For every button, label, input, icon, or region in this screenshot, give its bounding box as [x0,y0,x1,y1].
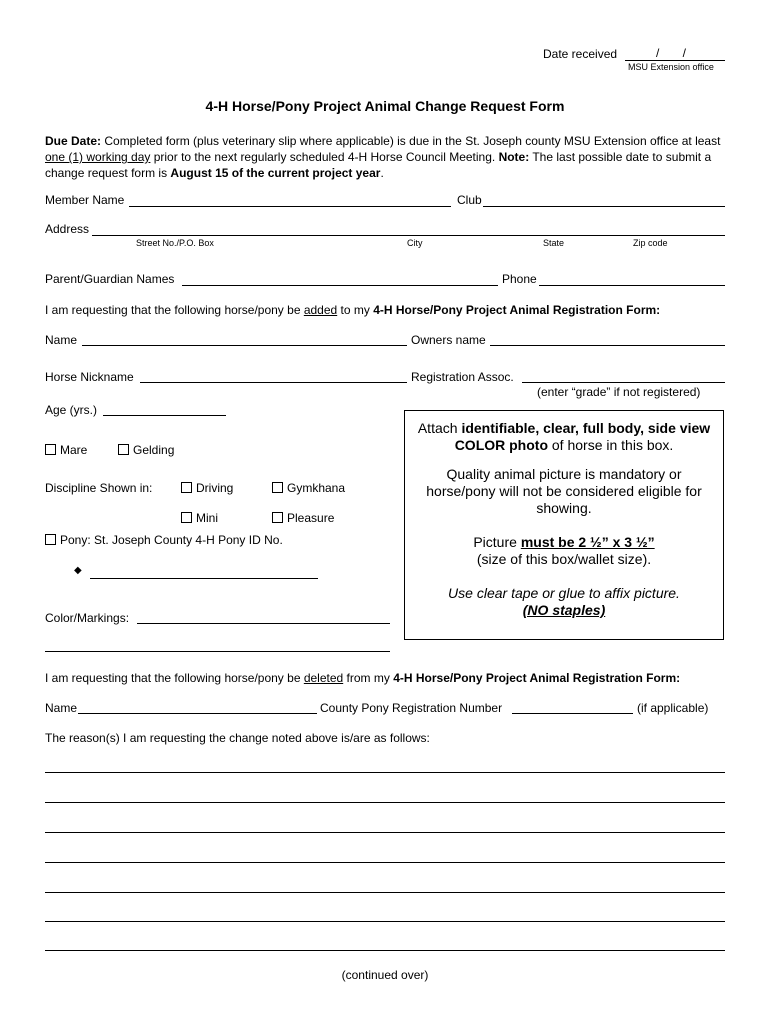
deadline-period: . [380,166,384,180]
deleted-intro-text-2: from my [343,671,394,685]
parent-guardian-label: Parent/Guardian Names [45,272,175,286]
reason-line-5[interactable] [45,892,725,893]
club-label: Club [457,193,482,207]
added-intro [45,303,660,317]
added-word: added [303,303,338,317]
mare-label: Mare [60,443,88,457]
picture-size-line [405,534,723,551]
due-date-label: Due Date: [45,134,102,148]
member-name-field[interactable] [129,206,451,207]
deleted-intro [45,671,680,685]
if-applicable-note: (if applicable) [637,701,709,715]
street-caption: Street No./P.O. Box [136,238,214,248]
pony-id-label: Pony: St. Joseph County 4-H Pony ID No. [60,533,283,547]
reason-line-4[interactable] [45,862,725,863]
registration-assoc-label: Registration Assoc. [411,370,514,384]
due-date-text: Completed form (plus veterinary slip where applicable) is due in the St. Joseph county MSU Extension office at least [101,134,721,148]
photo-instruction-1 [405,420,723,437]
county-pony-reg-field[interactable] [512,713,633,714]
pleasure-label: Pleasure [287,511,335,525]
color-markings-field[interactable] [137,623,390,624]
continued-note: (continued over) [341,968,429,982]
added-name-label: Name [45,333,78,347]
photo-attach-text: Attach [417,420,462,436]
reason-line-7[interactable] [45,950,725,951]
deleted-name-label: Name [45,701,78,715]
age-field[interactable] [103,415,226,416]
working-day-text: one (1) working day [45,150,151,164]
gymkhana-label: Gymkhana [287,481,346,495]
mini-label: Mini [196,511,219,525]
form-title: 4-H Horse/Pony Project Animal Change Request Form [205,98,565,114]
gelding-label: Gelding [133,443,175,457]
state-caption: State [543,238,565,248]
reason-line-6[interactable] [45,921,725,922]
member-name-label: Member Name [45,193,125,207]
color-photo-text: COLOR photo [454,437,548,453]
date-received-slashes: / / [656,46,687,60]
pleasure-checkbox[interactable] [272,512,283,523]
gelding-option[interactable] [118,443,174,457]
note-label: Note: [498,150,530,164]
photo-requirements: identifiable, clear, full body, side view [461,420,711,436]
pleasure-option[interactable] [272,511,334,525]
county-pony-reg-label: County Pony Registration Number [320,701,503,715]
photo-box-text: of horse in this box. [548,437,674,453]
diamond-bullet-icon: ◆ [74,565,82,576]
reason-line-2[interactable] [45,802,725,803]
horse-nickname-label: Horse Nickname [45,370,134,384]
pony-id-option[interactable] [45,533,283,547]
deleted-word: deleted [303,671,344,685]
picture-text: Picture [473,534,521,550]
reasons-label: The reason(s) I am requesting the change noted above is/are as follows: [45,731,430,745]
date-received-label: Date received [543,47,618,61]
deleted-name-field[interactable] [78,713,317,714]
age-label: Age (yrs.) [45,403,98,417]
phone-label: Phone [502,272,537,286]
deleted-intro-text: I am requesting that the following horse/pony be [45,671,304,685]
deleted-form-name: 4-H Horse/Pony Project Animal Registration Form: [393,671,681,685]
mare-checkbox[interactable] [45,444,56,455]
address-label: Address [45,222,90,236]
mare-option[interactable] [45,443,87,457]
added-intro-text: I am requesting that the following horse/pony be [45,303,304,317]
grade-note: (enter “grade” if not registered) [537,385,701,399]
owners-name-label: Owners name [411,333,486,347]
reason-line-3[interactable] [45,832,725,833]
city-caption: City [407,238,423,248]
photo-instruction-2 [405,437,723,454]
pony-checkbox[interactable] [45,534,56,545]
gymkhana-option[interactable] [272,481,345,495]
deadline-text: August 15 of the current project year [170,166,381,180]
color-markings-label: Color/Markings: [45,611,130,625]
horse-nickname-field[interactable] [140,382,407,383]
driving-label: Driving [196,481,234,495]
owners-name-field[interactable] [490,345,725,346]
discipline-label: Discipline Shown in: [45,481,153,495]
no-staples-note: (NO staples) [522,602,606,618]
color-markings-field-2[interactable] [45,651,390,652]
added-form-name: 4-H Horse/Pony Project Animal Registration Form: [373,303,661,317]
driving-checkbox[interactable] [181,482,192,493]
office-caption: MSU Extension office [628,62,714,72]
zip-caption: Zip code [633,238,668,248]
gymkhana-checkbox[interactable] [272,482,283,493]
reason-line-1[interactable] [45,772,725,773]
parent-guardian-field[interactable] [182,285,498,286]
added-intro-text-2: to my [337,303,374,317]
date-received-field[interactable] [625,60,725,61]
club-field[interactable] [483,206,725,207]
note-text: The last possible date to submit a change request form is [45,150,712,180]
mini-checkbox[interactable] [181,512,192,523]
driving-option[interactable] [181,481,233,495]
mini-option[interactable] [181,511,218,525]
tape-instruction: Use clear tape or glue to affix picture. [448,585,680,601]
picture-size: must be 2 ½” x 3 ½” [520,534,655,550]
size-note: (size of this box/wallet size). [476,551,652,567]
photo-attach-box[interactable] [404,410,724,640]
due-date-paragraph [45,133,735,181]
address-field[interactable] [92,235,725,236]
gelding-checkbox[interactable] [118,444,129,455]
due-date-text-2: prior to the next regularly scheduled 4-H Horse Council Meeting. [150,150,499,164]
registration-assoc-field[interactable] [522,382,725,383]
quality-note: Quality animal picture is mandatory or horse/pony will not be considered eligible for showing. [426,466,702,516]
phone-field[interactable] [539,285,725,286]
added-name-field[interactable] [82,345,407,346]
pony-id-field[interactable] [90,578,318,579]
